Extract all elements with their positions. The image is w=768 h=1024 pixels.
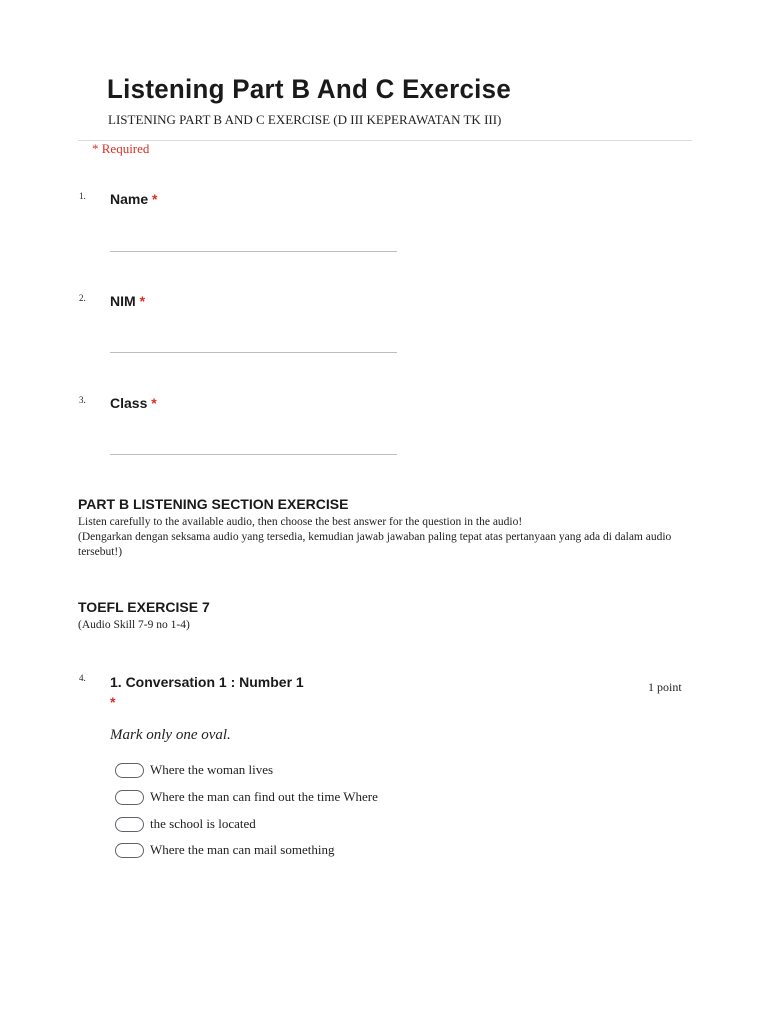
nim-answer-field[interactable] (110, 352, 397, 353)
question-number: 2. (79, 293, 86, 303)
answer-option[interactable] (115, 841, 334, 859)
required-star: * (110, 694, 116, 710)
mark-one-oval-hint: Mark only one oval. (110, 727, 231, 743)
section-description-toefl: (Audio Skill 7-9 no 1-4) (78, 619, 190, 631)
answer-option[interactable] (115, 788, 378, 806)
question-label-text: NIM (110, 293, 136, 309)
radio-oval[interactable] (115, 817, 144, 832)
question-label-name (110, 191, 157, 207)
option-label: the school is located (150, 816, 256, 831)
radio-oval[interactable] (115, 790, 144, 805)
section-title-toefl: TOEFL EXERCISE 7 (78, 599, 210, 615)
answer-option[interactable] (115, 815, 256, 833)
class-answer-field[interactable] (110, 454, 397, 455)
question-number: 3. (79, 395, 86, 405)
point-value: 1 point (648, 680, 682, 694)
question-number: 4. (79, 673, 86, 683)
form-title: Listening Part B And C Exercise (107, 74, 512, 104)
header-divider (78, 140, 692, 141)
section-description-line: (Dengarkan dengan seksama audio yang tersedia, kemudian jawab jawaban paling tepat atas pertanyaan yang ada di dalam audio tersebut!) (78, 531, 672, 558)
radio-oval[interactable] (115, 843, 144, 858)
name-answer-field[interactable] (110, 251, 397, 252)
required-note: * Required (92, 141, 150, 156)
required-star: * (151, 395, 157, 411)
option-label: Where the woman lives (150, 762, 274, 777)
option-label: Where the man can find out the time Where (150, 789, 378, 804)
question-label-text: Name (110, 191, 149, 207)
question-label-text: Class (110, 395, 148, 411)
required-star: * (152, 191, 158, 207)
section-title-part-b: PART B LISTENING SECTION EXERCISE (78, 496, 349, 512)
radio-oval[interactable] (115, 763, 144, 778)
question-label-conversation: 1. Conversation 1 : Number 1 (110, 674, 304, 690)
option-label: Where the man can mail something (150, 842, 335, 857)
required-star: * (139, 293, 146, 309)
question-number: 1. (79, 191, 86, 201)
question-label-class (110, 395, 157, 411)
section-description-line: Listen carefully to the available audio, then choose the best answer for the question in the audio! (78, 516, 523, 528)
section-description-part-b (78, 515, 678, 560)
question-label-nim (110, 293, 145, 309)
form-subtitle: LISTENING PART B AND C EXERCISE (D III KEPERAWATAN TK III) (108, 112, 502, 127)
answer-option[interactable] (115, 761, 273, 779)
